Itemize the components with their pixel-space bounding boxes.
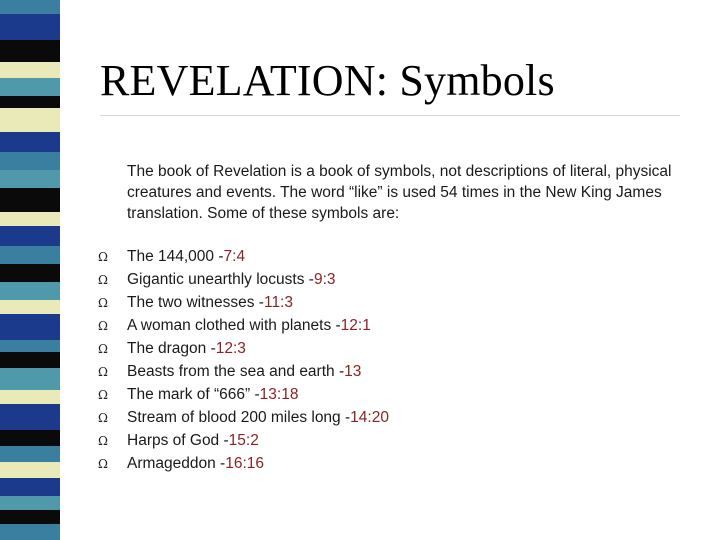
list-item [98,314,389,337]
title-divider [100,115,680,116]
decorative-stripe [0,0,72,540]
item-text: The dragon - [127,339,216,357]
list-item [98,245,389,268]
omega-bullet-icon: Ω [98,341,108,356]
verse-reference: 13 [344,363,362,381]
verse-reference: 11:3 [263,293,293,311]
omega-bullet-icon: Ω [98,318,108,333]
list-item [98,360,389,383]
item-text: The two witnesses - [127,293,264,311]
verse-reference: 15:2 [228,432,259,450]
item-text: A woman clothed with planets - [127,316,341,334]
omega-bullet-icon: Ω [98,249,108,264]
stripe-gap [60,0,72,540]
omega-bullet-icon: Ω [98,295,108,310]
slide-title: REVELATION: Symbols [100,56,555,105]
omega-bullet-icon: Ω [98,388,108,403]
list-item [98,291,389,314]
verse-reference: 12:1 [340,316,371,334]
verse-reference: 14:20 [350,409,389,427]
item-text: Harps of God - [127,432,229,450]
omega-bullet-icon: Ω [98,434,108,449]
verse-reference: 9:3 [313,270,336,288]
item-text: The mark of “666” - [127,386,260,404]
omega-bullet-icon: Ω [98,272,108,287]
item-text: Stream of blood 200 miles long - [127,409,351,427]
item-text: Beasts from the sea and earth - [127,363,345,381]
item-text: The 144,000 - [127,247,224,265]
item-text: Armageddon - [127,455,226,473]
list-item [98,384,389,407]
list-item [98,407,389,430]
item-text: Gigantic unearthly locusts - [127,270,314,288]
verse-reference: 7:4 [223,247,246,265]
verse-reference: 16:16 [225,455,265,473]
intro-paragraph: The book of Revelation is a book of symbols, not descriptions of literal, physical creatures and events. The word “like” is used 54 times in the New King James translation. Some of these symbols are: [127,163,672,222]
list-item [98,337,389,360]
omega-bullet-icon: Ω [98,365,108,380]
list-item [98,268,389,291]
symbols-list [98,245,389,476]
verse-reference: 12:3 [215,339,246,357]
omega-bullet-icon: Ω [98,411,108,426]
omega-bullet-icon: Ω [98,457,108,472]
verse-reference: 13:18 [259,386,299,404]
list-item [98,453,389,476]
list-item [98,430,389,453]
